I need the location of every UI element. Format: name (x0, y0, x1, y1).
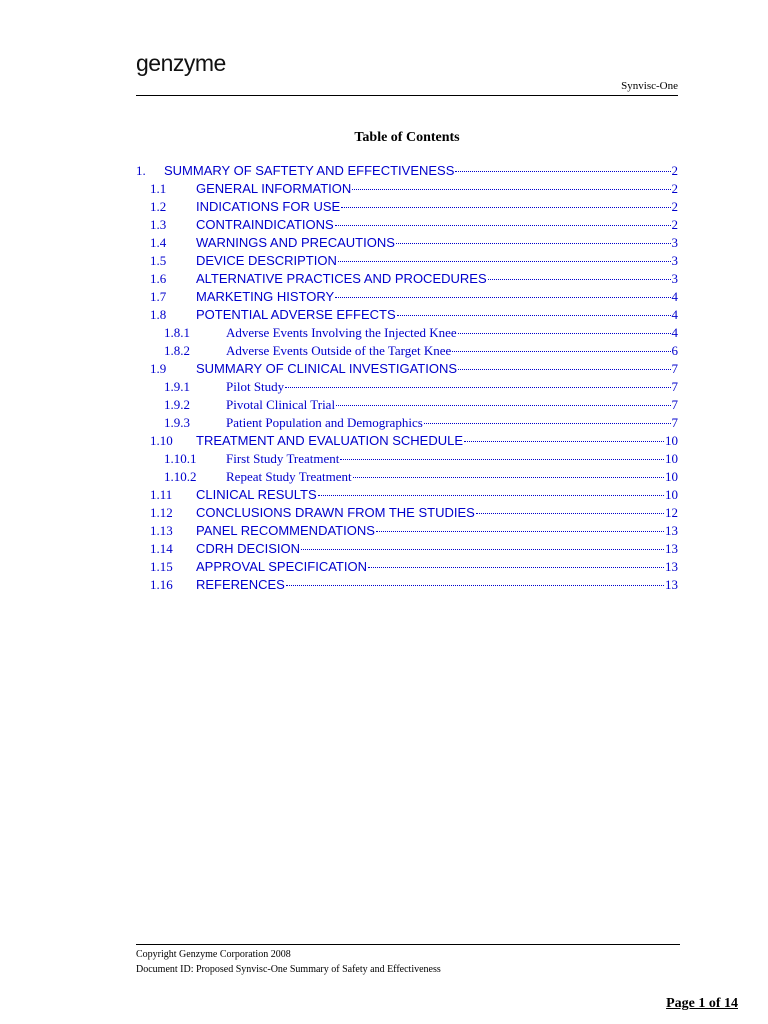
document-name: Synvisc-One (621, 80, 678, 92)
toc-entry-page[interactable]: 3 (671, 253, 678, 268)
toc-entry-title[interactable]: WARNINGS AND PRECAUTIONS (196, 235, 395, 250)
toc-entry-page[interactable]: 4 (671, 289, 678, 304)
toc-entry-page[interactable]: 3 (671, 235, 678, 250)
toc-dot-leader (353, 465, 664, 478)
toc-entry-page[interactable]: 6 (671, 343, 678, 358)
toc-entry-page[interactable]: 2 (671, 199, 678, 214)
toc-entry-page[interactable]: 13 (665, 559, 678, 574)
toc-entry-number: 1.8.1 (164, 325, 190, 340)
toc-entry[interactable] (136, 576, 678, 594)
toc-entry-title[interactable]: DEVICE DESCRIPTION (196, 253, 337, 268)
toc-dot-leader (318, 483, 664, 496)
toc-entry-page[interactable]: 10 (665, 451, 678, 466)
toc-dot-leader (376, 519, 664, 532)
toc-dot-leader (301, 537, 664, 550)
toc-dot-leader (455, 159, 670, 172)
toc-dot-leader (397, 303, 671, 316)
footer-divider (136, 944, 680, 945)
toc-dot-leader (335, 285, 670, 298)
toc-entry-page[interactable]: 7 (671, 397, 678, 412)
toc-entry-title[interactable]: CONTRAINDICATIONS (196, 217, 334, 232)
toc-entry-title[interactable]: ALTERNATIVE PRACTICES AND PROCEDURES (196, 271, 487, 286)
toc-dot-leader (488, 267, 671, 280)
toc-entry-number: 1.5 (150, 253, 167, 268)
toc-dot-leader (336, 393, 670, 406)
toc-entry-number: 1.9.3 (164, 415, 190, 430)
toc-entry-number: 1.3 (150, 217, 167, 232)
toc-dot-leader (368, 555, 664, 568)
toc-entry-title[interactable]: SUMMARY OF SAFTETY AND EFFECTIVENESS (164, 163, 455, 178)
header-divider (136, 95, 678, 96)
toc-entry-number: 1.6 (150, 271, 167, 286)
toc-entry-page[interactable]: 7 (671, 415, 678, 430)
toc-dot-leader (340, 447, 664, 460)
toc-heading: Table of Contents (354, 130, 460, 145)
toc-entry-number: 1.2 (150, 199, 167, 214)
toc-entry-title[interactable]: Adverse Events Involving the Injected Knee (226, 325, 457, 340)
toc-entry-number: 1.8 (150, 307, 167, 322)
toc-entry-page[interactable]: 2 (671, 181, 678, 196)
toc-entry-number: 1.10 (150, 433, 173, 448)
toc-entry-page[interactable]: 13 (665, 577, 678, 592)
toc-dot-leader (458, 321, 671, 334)
toc-entry-title[interactable]: CDRH DECISION (196, 541, 301, 556)
toc-entry-title[interactable]: Pivotal Clinical Trial (226, 397, 336, 412)
toc-entry-title[interactable]: TREATMENT AND EVALUATION SCHEDULE (196, 433, 464, 448)
toc-entry-title[interactable]: Patient Population and Demographics (226, 415, 423, 430)
toc-entry-number: 1.14 (150, 541, 173, 556)
toc-entry-title[interactable]: First Study Treatment (226, 451, 340, 466)
toc-entry-title[interactable]: Adverse Events Outside of the Target Knee (226, 343, 452, 358)
toc-entry-page[interactable]: 12 (665, 505, 678, 520)
toc-entry-title[interactable]: Pilot Study (226, 379, 285, 394)
toc-entry-page[interactable]: 4 (671, 325, 678, 340)
toc-entry-title[interactable]: CLINICAL RESULTS (196, 487, 317, 502)
toc-entry-page[interactable]: 13 (665, 523, 678, 538)
toc-dot-leader (396, 231, 671, 244)
toc-dot-leader (285, 375, 670, 388)
toc-entry-number: 1.12 (150, 505, 173, 520)
toc-entry-number: 1.8.2 (164, 343, 190, 358)
toc-entry-page[interactable]: 13 (665, 541, 678, 556)
toc-entry-title[interactable]: SUMMARY OF CLINICAL INVESTIGATIONS (196, 361, 458, 376)
genzyme-logo: genzyme (136, 50, 226, 76)
toc-entry-page[interactable]: 7 (671, 361, 678, 376)
toc-entry-number: 1.11 (150, 487, 173, 502)
toc-entry-page[interactable]: 10 (665, 487, 678, 502)
toc-entry-page[interactable]: 3 (671, 271, 678, 286)
toc-dot-leader (335, 213, 671, 226)
toc-entry-number: 1.1 (150, 181, 167, 196)
toc-dot-leader (424, 411, 671, 424)
toc-entry-number: 1.9.1 (164, 379, 190, 394)
toc-dot-leader (341, 195, 670, 208)
toc-entry-title[interactable]: MARKETING HISTORY (196, 289, 335, 304)
toc-entry-title[interactable]: POTENTIAL ADVERSE EFFECTS (196, 307, 396, 322)
page-number: Page 1 of 14 (666, 996, 738, 1011)
toc-dot-leader (338, 249, 671, 262)
toc-entry-page[interactable]: 2 (671, 163, 678, 178)
footer-document-id: Document ID: Proposed Synvisc-One Summary of Safety and Effectiveness (136, 964, 441, 975)
toc-entry-page[interactable]: 2 (671, 217, 678, 232)
toc-entry-title[interactable]: APPROVAL SPECIFICATION (196, 559, 367, 574)
toc-entry-number: 1.15 (150, 559, 173, 574)
toc-entry-title[interactable]: INDICATIONS FOR USE (196, 199, 341, 214)
toc-entry-number: 1.7 (150, 289, 167, 304)
toc-entry-title[interactable]: REFERENCES (196, 577, 285, 592)
toc-dot-leader (452, 339, 670, 352)
toc-entry-title[interactable]: PANEL RECOMMENDATIONS (196, 523, 375, 538)
toc-entry-page[interactable]: 10 (665, 433, 678, 448)
toc-entry-title[interactable]: CONCLUSIONS DRAWN FROM THE STUDIES (196, 505, 475, 520)
toc-entry-number: 1.13 (150, 523, 173, 538)
toc-entry-title[interactable]: GENERAL INFORMATION (196, 181, 352, 196)
toc-dot-leader (286, 573, 664, 586)
toc-entry-number: 1.10.2 (164, 469, 197, 484)
toc-dot-leader (464, 429, 664, 442)
footer-copyright: Copyright Genzyme Corporation 2008 (136, 949, 291, 960)
toc-entry-number: 1.4 (150, 235, 167, 250)
toc-entry-page[interactable]: 4 (671, 307, 678, 322)
toc-entry-number: 1.10.1 (164, 451, 197, 466)
table-of-contents (136, 162, 678, 594)
toc-dot-leader (458, 357, 670, 370)
toc-entry-title[interactable]: Repeat Study Treatment (226, 469, 352, 484)
toc-entry-number: 1.9 (150, 361, 167, 376)
toc-dot-leader (476, 501, 664, 514)
toc-entry-number: 1.9.2 (164, 397, 190, 412)
toc-entry-number: 1. (136, 163, 146, 178)
toc-entry-number: 1.16 (150, 577, 173, 592)
toc-entry-page[interactable]: 7 (671, 379, 678, 394)
toc-dot-leader (352, 177, 670, 190)
toc-entry-page[interactable]: 10 (665, 469, 678, 484)
